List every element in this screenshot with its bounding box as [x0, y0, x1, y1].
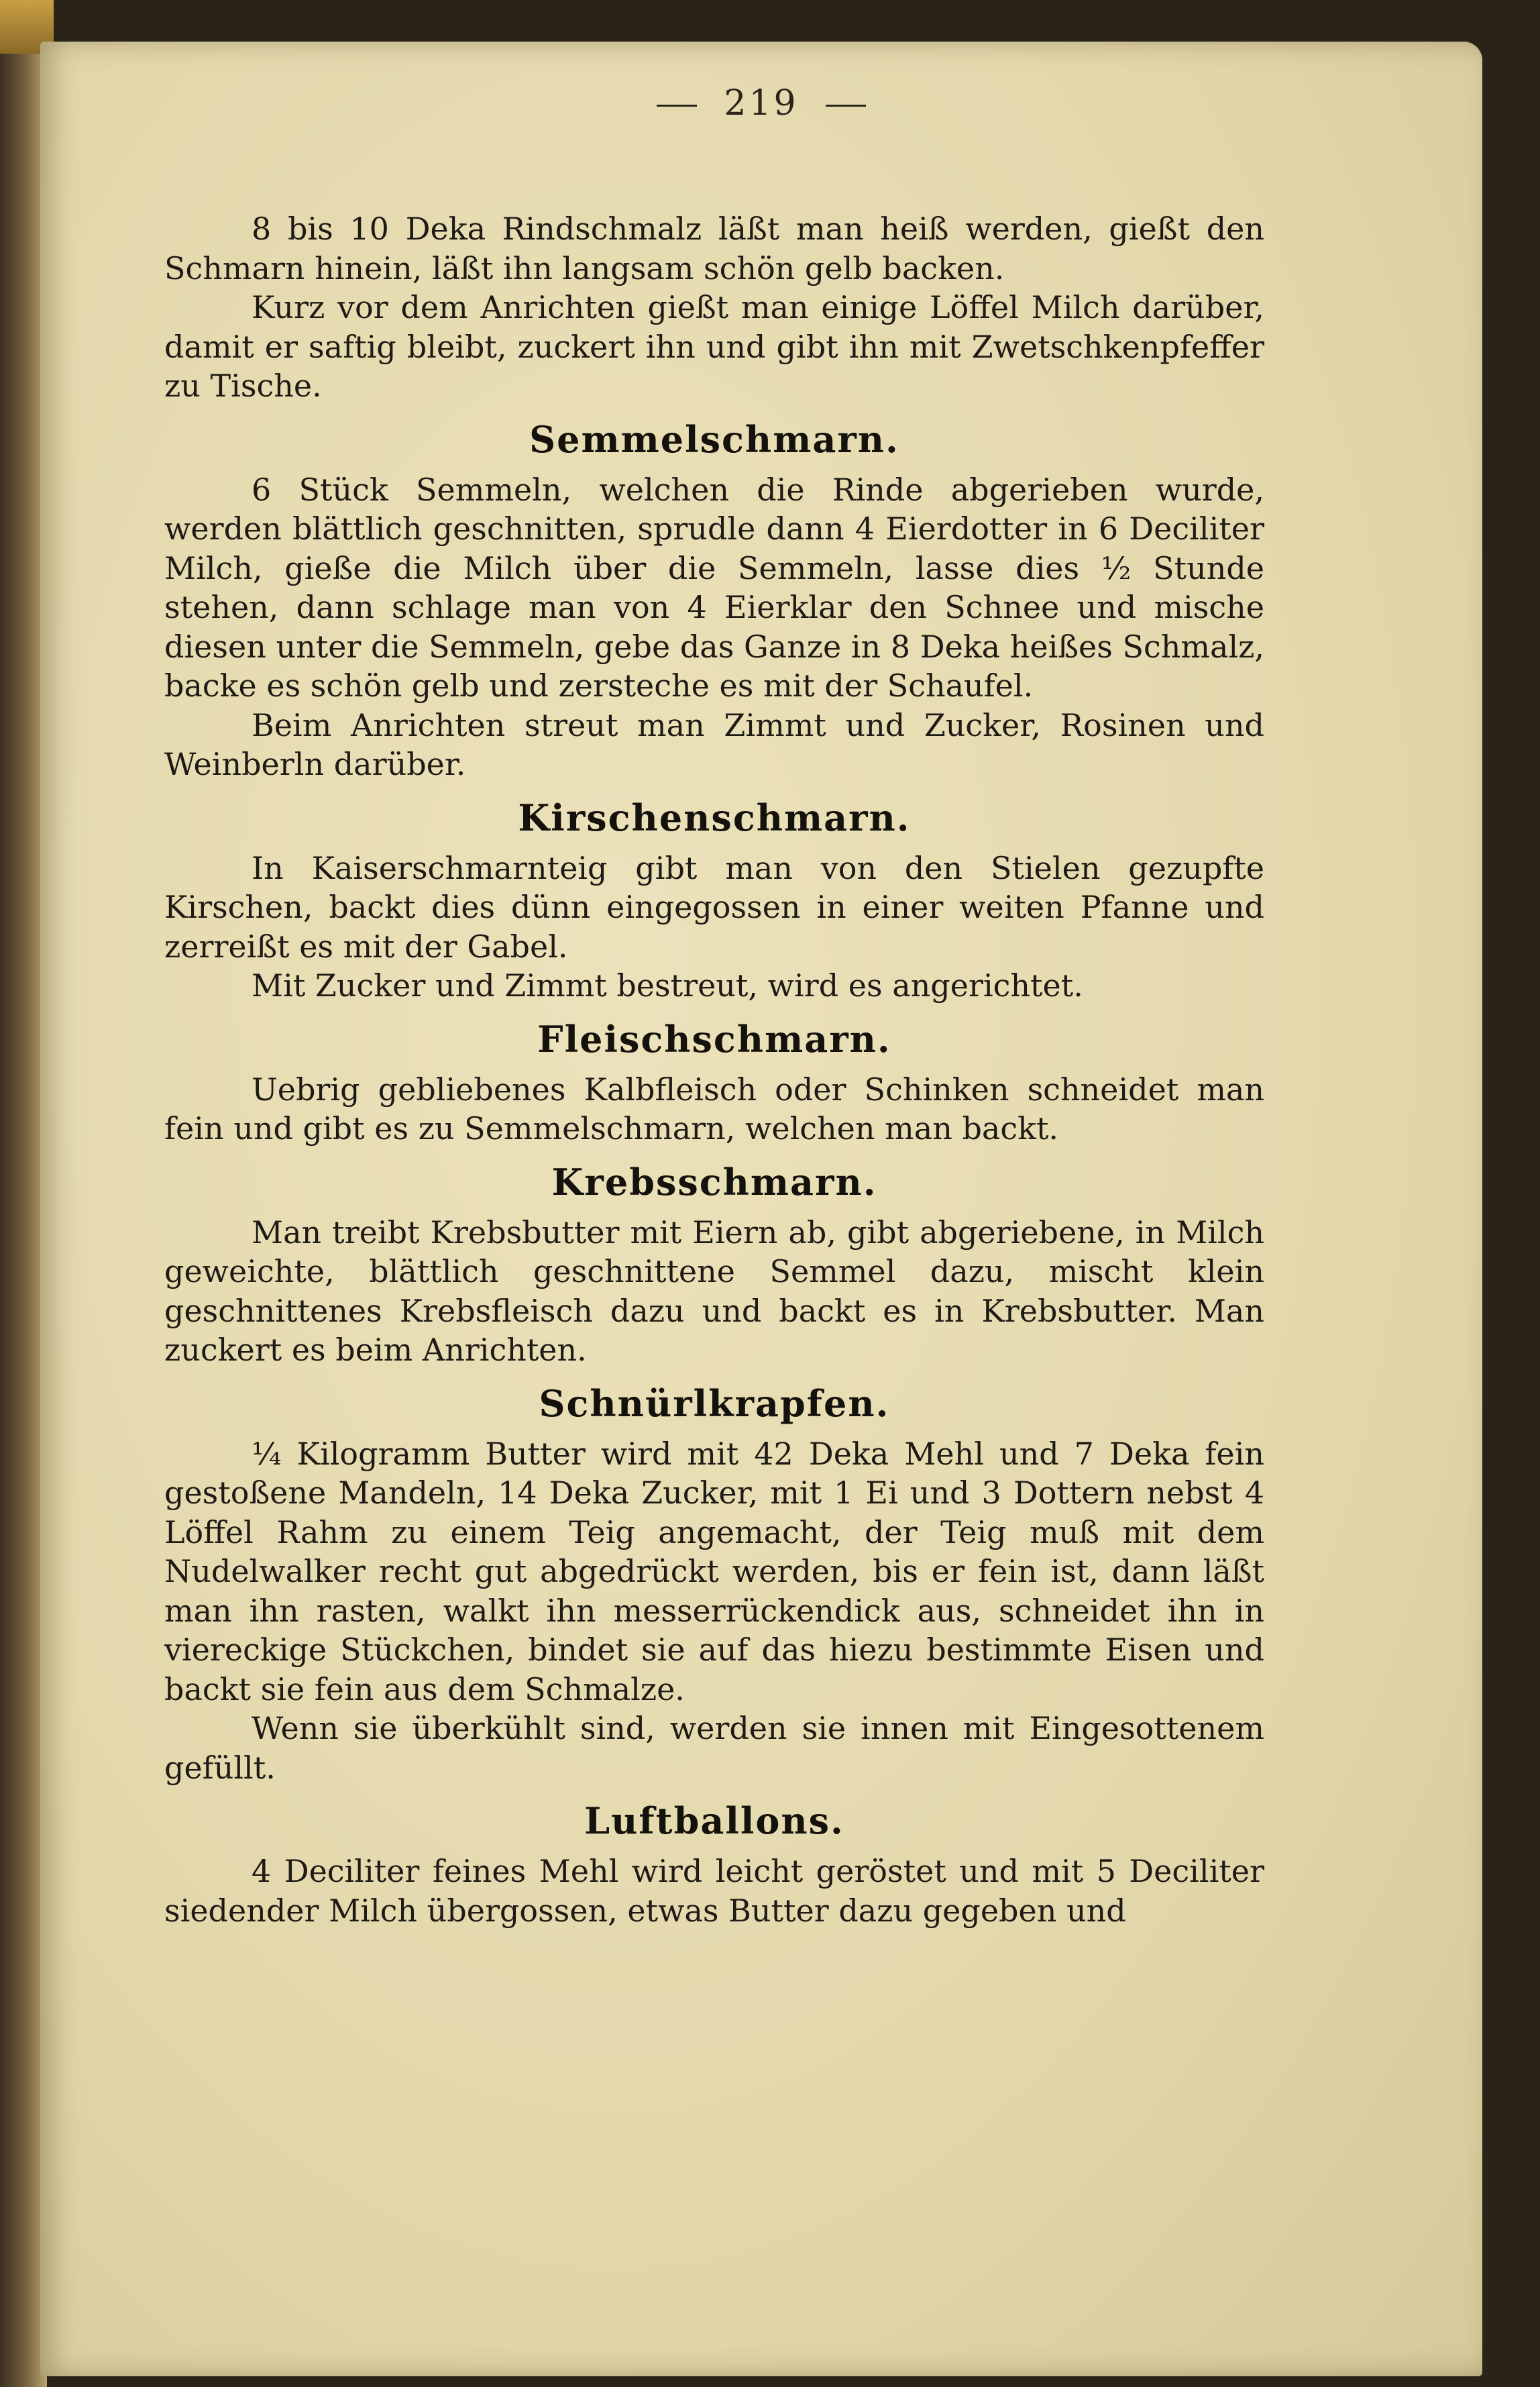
paragraph: Mit Zucker und Zimmt bestreut, wird es angerichtet. — [252, 967, 1083, 1004]
recipe-heading: Schnürlkrapfen. — [539, 1381, 890, 1425]
paragraph: Man treibt Krebsbutter mit Eiern ab, gibt abgeriebene, in Milch geweichte, blättlich geschnittene Semmel dazu, mischt klein geschnittenes Krebsfleisch dazu und backt es in Krebsbutter. Man zuckert es beim Anrichten. — [164, 1214, 1264, 1368]
recipe-heading: Fleischschmarn. — [537, 1017, 891, 1061]
paragraph: Beim Anrichten streut man Zimmt und Zucker, Rosinen und Weinberln darüber. — [164, 706, 1264, 782]
paragraph: Wenn sie überkühlt sind, werden sie innen mit Eingesottenem gefüllt. — [164, 1710, 1264, 1786]
paragraph: Uebrig gebliebenes Kalbfleisch oder Schinken schneidet man fein und gibt es zu Semmelschmarn, welchen man backt. — [164, 1071, 1264, 1147]
recipe-heading: Luftballons. — [584, 1799, 844, 1842]
paragraph: 4 Deciliter feines Mehl wird leicht geröstet und mit 5 Deciliter siedender Milch übergossen, etwas Butter dazu gegeben und — [164, 1853, 1264, 1929]
page-header — [40, 83, 1482, 123]
header-dash-right — [826, 105, 866, 107]
recipe-heading: Krebsschmarn. — [551, 1160, 877, 1204]
recipe-heading: Kirschenschmarn. — [518, 796, 911, 839]
paragraph: In Kaiserschmarnteig gibt man von den Stielen gezupfte Kirschen, backt dies dünn eingegossen in einer weiten Pfanne und zerreißt es mit der Gabel. — [164, 849, 1264, 965]
header-dash-left — [657, 105, 697, 107]
book-page — [40, 42, 1482, 2376]
page-text — [164, 209, 1264, 1930]
paragraph: Kurz vor dem Anrichten gießt man einige Löffel Milch darüber, damit er saftig bleibt, zuckert ihn und gibt ihn mit Zwetschkenpfeffer zu Tische. — [164, 289, 1264, 404]
page-number: 219 — [724, 83, 799, 123]
paragraph: 6 Stück Semmeln, welchen die Rinde abgerieben wurde, werden blättlich geschnitten, sprudle dann 4 Eierdotter in 6 Deciliter Milch, gieße die Milch über die Semmeln, lasse dies ½ Stunde stehen, dann schlage man von 4 Eierklar den Schnee und mische diesen unter die Semmeln, gebe das Ganze in 8 Deka heißes Schmalz, backe es schön gelb und zersteche es mit der Schaufel. — [164, 471, 1264, 704]
paragraph: 8 bis 10 Deka Rindschmalz läßt man heiß werden, gießt den Schmarn hinein, läßt ihn langsam schön gelb backen. — [164, 211, 1264, 286]
paragraph: ¼ Kilogramm Butter wird mit 42 Deka Mehl und 7 Deka fein gestoßene Mandeln, 14 Deka Zucker, mit 1 Ei und 3 Dottern nebst 4 Löffel Rahm zu einem Teig angemacht, der Teig muß mit dem Nudelwalker recht gut abgedrückt werden, bis er fein ist, dann läßt man ihn rasten, walkt ihn messerrückendick aus, schneidet ihn in viereckige Stückchen, bindet sie auf das hiezu bestimmte Eisen und backt sie fein aus dem Schmalze. — [164, 1435, 1264, 1707]
recipe-heading: Semmelschmarn. — [529, 417, 899, 461]
